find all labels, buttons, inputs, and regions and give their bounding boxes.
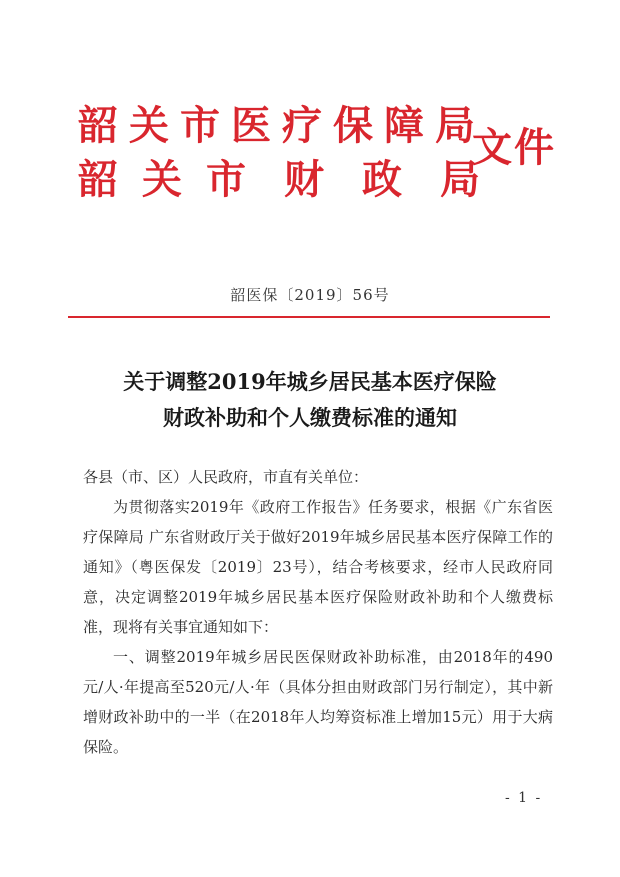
document-type-label: 文件	[472, 124, 556, 171]
issuer-2-char: 局	[440, 156, 480, 203]
body-paragraph-2: 一、调整2019年城乡居民医保财政补助标准，由2018年的490元/人·年提高至520元/人·年（具体分担由财政部门另行制定），其中新增财政补助中的一半（在2018年人均筹资标准上增加15元）用于大病保险。	[83, 648, 553, 756]
red-separator-line	[68, 316, 550, 318]
body-paragraph-1: 为贯彻落实2019年《政府工作报告》任务要求，根据《广东省医疗保障局 广东省财政厅关于做好2019年城乡居民基本医疗保障工作的通知》（粤医保发〔2019〕23号），结合考核要求，经市人民政府同意，决定调整2019年城乡居民基本医疗保险财政补助和个人缴费标准，现将有关事宜通知如下：	[83, 498, 553, 636]
issuer-medical-security-bureau: 韶关市医疗保障局	[78, 102, 486, 149]
document-title-line-1: 关于调整2019年城乡居民基本医疗保险	[123, 369, 497, 394]
document-body	[83, 462, 553, 762]
page-number: - 1 -	[505, 790, 543, 806]
issuer-2-char: 政	[362, 156, 402, 203]
document-title-line-2: 财政补助和个人缴费标准的通知	[163, 405, 457, 430]
issuer-2-char: 关	[142, 156, 182, 203]
issuer-2-char: 市	[206, 156, 246, 203]
issuer-2-char: 韶	[78, 156, 118, 203]
salutation: 各县（市、区）人民政府，市直有关单位：	[83, 468, 369, 486]
issuer-2-char: 财	[284, 156, 324, 203]
document-number: 韶医保〔2019〕56号	[230, 286, 390, 304]
issuer-finance-bureau	[78, 158, 480, 202]
